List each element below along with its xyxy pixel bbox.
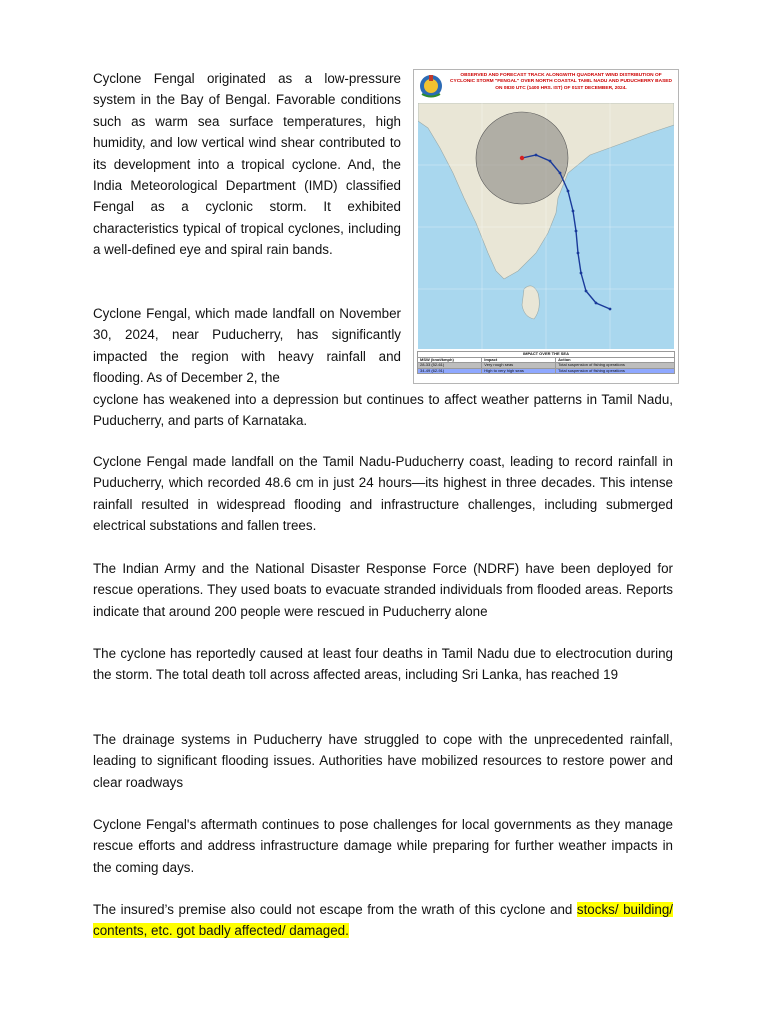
current-position-marker	[520, 156, 524, 160]
imd-emblem-icon	[418, 72, 444, 100]
figure-title: OBSERVED AND FORECAST TRACK ALONGWITH QUADRANT WIND DISTRIBUTION OF CYCLONIC STORM "FENGAL" OVER NORTH COASTAL TAMIL NADU AND PUDUCHERRY BASED ON 0830 UTC (1400 HRS. IST) OF 01ST DECEMBER, 2024.	[450, 73, 672, 91]
impact-row	[418, 368, 675, 374]
paragraph-rescue: The Indian Army and the National Disaster Response Force (NDRF) have been deployed for rescue operations. They used boats to evacuate stranded individuals from flooded areas. Reports indicate that around 200 people were rescued in Puducherry alone	[93, 561, 673, 619]
impact-title: IMPACT OVER THE SEA	[418, 352, 675, 358]
paragraph-insured	[93, 899, 673, 942]
insured-text: The insured’s premise also could not escape from the wrath of this cyclone and	[93, 902, 577, 917]
paragraph-rainfall: Cyclone Fengal made landfall on the Tamil Nadu-Puducherry coast, leading to record rainfall in Puducherry, which recorded 48.6 cm in just 24 hours—its highest in three decades. This intense rainfall resulted in widespread flooding and infrastructure challenges, including submerged electrical substations and fallen trees.	[93, 454, 673, 534]
paragraph-origin: Cyclone Fengal originated as a low-pressure system in the Bay of Bengal. Favorable conditions such as warm sea surface temperatures, high humidity, and low vertical wind shear contributed to its development into a tropical cyclone. And, the India Meteorological Department (IMD) classified Fengal as a cyclonic storm. It exhibited characteristics typical of tropical cyclones, including a well-defined eye and spiral rain bands.	[93, 71, 401, 258]
paragraph-landfall-tail: cyclone has weakened into a depression but continues to affect weather patterns in Tamil Nadu, Puducherry, and parts of Karnataka.	[93, 391, 673, 429]
impact-desc: Very rough seas	[482, 363, 556, 369]
impact-msw: 28-33 (52-61)	[418, 363, 482, 369]
track-map	[418, 103, 674, 349]
impact-header-msw: MSW (knot/kmph)	[418, 357, 482, 363]
impact-header-impact: Impact	[482, 357, 556, 363]
impact-action: Total suspension of fishing operations	[556, 368, 675, 374]
cyclone-track-figure	[413, 69, 679, 384]
impact-msw: 34-49 (62-91)	[418, 368, 482, 374]
impact-header-action: Action	[556, 357, 675, 363]
paragraph-deaths: The cyclone has reportedly caused at least four deaths in Tamil Nadu due to electrocution during the storm. The total death toll across affected areas, including Sri Lanka, has reached 19	[93, 646, 673, 683]
impact-desc: High to very high seas	[482, 368, 556, 374]
impact-table	[417, 351, 675, 374]
paragraph-landfall-head: Cyclone Fengal, which made landfall on November 30, 2024, near Puducherry, has significantly impacted the region with heavy rainfall and flooding. As of December 2, the	[93, 306, 401, 386]
paragraph-drainage: The drainage systems in Puducherry have struggled to cope with the unprecedented rainfall, leading to significant flooding issues. Authorities have mobilized resources to restore power and clear roadways	[93, 732, 673, 790]
figure-header	[414, 70, 678, 102]
paragraph-aftermath: Cyclone Fengal's aftermath continues to pose challenges for local governments as they manage rescue efforts and address infrastructure damage while preparing for further weather impacts in the coming days.	[93, 817, 673, 875]
figure-legend	[417, 351, 675, 381]
highlighted-damage-text: stocks/ building/ contents, etc. got badly affected/ damaged.	[93, 902, 673, 939]
impact-action: Total suspension of fishing operations	[556, 363, 675, 369]
